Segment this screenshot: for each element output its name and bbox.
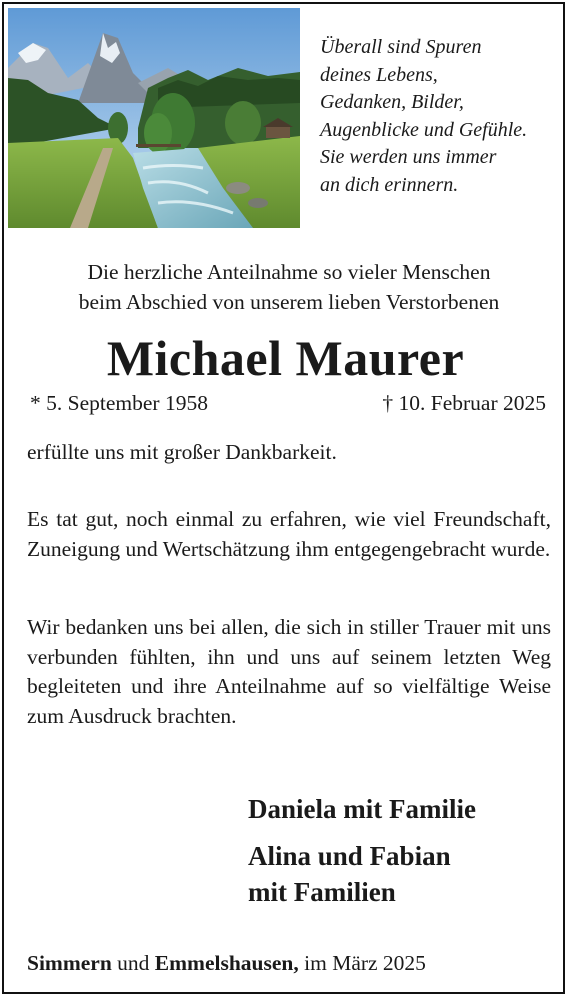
- poem-line: Augenblicke und Gefühle.: [320, 118, 528, 141]
- deceased-name: Michael Maurer: [106, 330, 465, 386]
- poem-line: an dich erinnern.: [320, 173, 459, 196]
- place-emmelshausen: Emmelshausen,: [154, 951, 299, 975]
- thanks-paragraph: Wir bedanken uns bei allen, die sich in stiller Trauer mit uns verbunden fühlten, ihn und uns auf seinem letzten Weg begleiteten und ihre Anteilnahme auf so vielfältige Weise zum Ausdruck brachten.: [27, 615, 551, 728]
- poem-line: Gedanken, Bilder,: [320, 91, 464, 113]
- signer-alina-fabian: [248, 838, 558, 910]
- memorial-poem: [320, 34, 560, 199]
- poem-line: Überall sind Spuren: [320, 36, 482, 58]
- place-date-footer: [27, 948, 547, 978]
- gratitude-paragraph: erfüllte uns mit großer Dankbarkeit.: [27, 440, 337, 464]
- friendship-paragraph: Es tat gut, noch einmal zu erfahren, wie viel Freundschaft, Zuneigung und Wertschätzung ihm entgegengebracht wurde.: [27, 507, 551, 561]
- signer-line-1: Alina und Fabian: [248, 841, 451, 871]
- life-dates: [30, 388, 546, 418]
- birth-date: * 5. September 1958: [30, 391, 208, 415]
- poem-line: deines Lebens,: [320, 63, 438, 86]
- death-date: † 10. Februar 2025: [382, 391, 546, 415]
- mountain-stream-landscape-photo: [8, 8, 300, 228]
- footer-conjunction: und: [117, 951, 150, 975]
- footer-date: im März 2025: [304, 951, 426, 975]
- intro-line-2: beim Abschied von unserem lieben Verstorbenen: [78, 289, 500, 314]
- place-simmern: Simmern: [27, 951, 112, 975]
- signer-daniela: Daniela mit Familie: [248, 794, 476, 824]
- poem-line: Sie werden uns immer: [320, 146, 497, 168]
- intro-line-1: Die herzliche Anteilnahme so vieler Menschen: [87, 260, 491, 284]
- intro-text: [27, 258, 551, 317]
- signer-line-2: mit Familien: [248, 877, 396, 907]
